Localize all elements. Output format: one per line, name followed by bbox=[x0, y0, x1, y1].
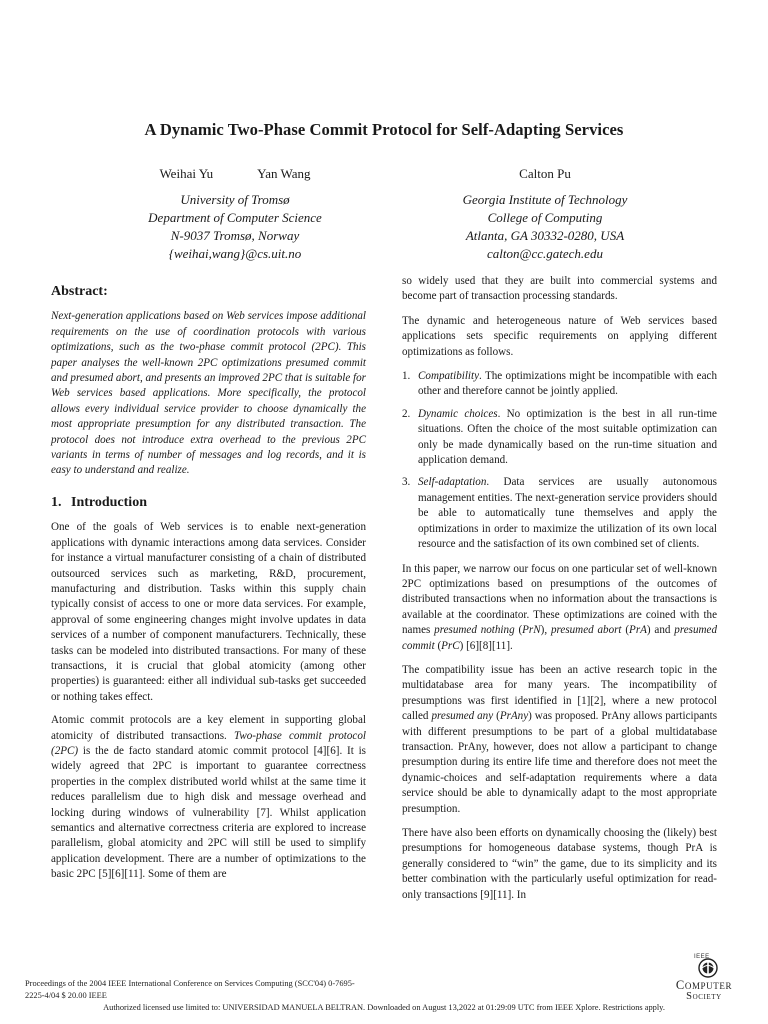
affiliation-line: College of Computing bbox=[487, 210, 603, 225]
affiliation-line: Georgia Institute of Technology bbox=[462, 192, 628, 207]
left-column bbox=[51, 280, 366, 891]
text-run: is the de facto standard atomic commit protocol [4][6]. It is widely agreed that 2PC is important to guarantee correctness properties in the complex distributed world whilst at the same time it reduces parallelism due to high disk and message overhead and locking during windows of vulnerability [7]. Whilst application semantics and alternative correctness criteria are explored to increase parallelism, global atomicity and 2PC will still be used to simplify application development. There are a number of optimizations to the basic 2PC [5][6][11]. Some of them are bbox=[51, 744, 366, 881]
text-run: PrN bbox=[522, 624, 541, 637]
text-run: presumed abort bbox=[550, 624, 622, 637]
section-title: Introduction bbox=[71, 494, 147, 510]
text-run: ) and bbox=[646, 624, 675, 637]
text-run: ), bbox=[540, 624, 551, 637]
logo-ieee-text: IEEE bbox=[694, 954, 710, 960]
text-run: PrC bbox=[441, 639, 460, 652]
list-number: 2. bbox=[402, 407, 411, 420]
list-text: . Data services are usually autonomous management entities. The next-generation service providers should be able to automatically tune themselves and apply the optimizations in order to maximize the utilization of its own local resource and the satisfaction of its own combined set of clients. bbox=[418, 476, 717, 551]
text-run: ( bbox=[514, 624, 523, 637]
license-notice: Authorized licensed use limited to: UNIVERSIDAD MANUELA BELTRAN. Downloaded on August 13,2022 at 01:29:09 UTC from IEEE Xplore. Restrictions apply. bbox=[103, 1003, 665, 1012]
text-run: ) [6][8][11]. bbox=[459, 639, 513, 652]
body-paragraph: There have also been efforts on dynamically choosing the (likely) best presumptions for homogeneous database systems, though PrA is generally considered to “win” the game, due to its simplicity and its better combination with the particularly useful optimization for read-only transactions [9][11]. In bbox=[402, 827, 717, 901]
author-name: Calton Pu bbox=[519, 166, 571, 181]
list-number: 1. bbox=[402, 370, 411, 383]
computer-society-logo bbox=[664, 954, 744, 1004]
paper-title: A Dynamic Two-Phase Commit Protocol for Self-Adapting Services bbox=[144, 120, 624, 139]
text-run: ) was proposed. PrAny allows participants with different presumptions to be part of a global multidatabase transaction. PrAny, however, does not allow a participant to change presumption during its entire life time and therefore does not meet the dynamic-choices and self-adaptation requirements where a data service should be able to dynamically adapt to the most appropriate presumption. bbox=[402, 710, 718, 815]
abstract-text: Next-generation applications based on Web services impose additional requirements on the use of coordination protocols with various optimizations, such as the two-phase commit protocol (2PC). This paper analyses the well-known 2PC optimizations presumed commit and presumed abort, and presents an improved 2PC that is suitable for Web services based applications. More specifically, the protocol allows every individual service provider to choose dynamically the most appropriate presumption for any distributed transaction. The protocol does not introduce extra overhead to the previous 2PC variants in terms of number of messages and log records, and it is easy to understand and realize. bbox=[51, 310, 366, 477]
text-run: ( bbox=[434, 639, 442, 652]
ieee-emblem-icon bbox=[698, 958, 718, 978]
text-run: Atomic commit protocols are a key element in supporting global atomicity of distributed transactions. bbox=[51, 714, 366, 742]
text-run: presumed commit bbox=[402, 624, 718, 652]
logo-text: Society bbox=[686, 991, 722, 1002]
list-text: . The optimizations might be incompatible with each other and therefore cannot be jointly applied. bbox=[418, 370, 717, 398]
authors-right bbox=[400, 165, 690, 263]
logo-text: Computer bbox=[675, 978, 733, 992]
body-paragraph: so widely used that they are built into commercial systems and become part of transaction processing standards. bbox=[402, 275, 717, 303]
body-paragraph bbox=[402, 663, 717, 817]
affiliation-line: Department of Computer Science bbox=[148, 210, 322, 225]
list-text: . No optimization is the best in all run-time situations. Often the choice of the most suitable optimization can only be made dynamically based on the run-time situation and application demand. bbox=[418, 407, 717, 467]
body-paragraph bbox=[402, 562, 717, 654]
body-paragraph: The dynamic and heterogeneous nature of Web services based applications sets specific requirements on applying different optimizations as follows. bbox=[402, 314, 717, 358]
list-item bbox=[402, 369, 717, 400]
affiliation-line: University of Tromsø bbox=[180, 192, 290, 207]
text-run: presumed nothing bbox=[434, 624, 515, 637]
section-number: 1. bbox=[51, 494, 62, 510]
proceedings-footer bbox=[25, 978, 465, 1002]
text-run: In this paper, we narrow our focus on one particular set of well-known 2PC optimizations based on presumptions of the outcomes of distributed transactions when no information about the transactions is available at the coordinator. These optimizations are coined with the names bbox=[402, 562, 717, 637]
authors-left bbox=[90, 165, 380, 263]
list-item bbox=[402, 475, 717, 552]
list-term: Dynamic choices bbox=[418, 407, 498, 420]
list-number: 3. bbox=[402, 476, 411, 489]
affiliation-line: N-9037 Tromsø, Norway bbox=[170, 228, 300, 243]
section-heading bbox=[51, 495, 366, 510]
text-run: ( bbox=[621, 624, 630, 637]
body-paragraph: One of the goals of Web services is to enable next-generation applications with dynamic interactions among data services. Consider for instance a virtual manufacturer consisting of a chain of distributed outsourced services such as marketing, R&D, procurement, manufacturing and distribution. Tasks within this supply chain typically consist of access to one or more data services. For example, approval of some engineering changes might involve updates in data services of a number of component manufacturers. Technically, these tasks can be modeled into distributed transactions. For many of these transactions, it is crucial that global atomicity (among other properties) is guaranteed: either all individual sub-tasks get succeeded or nothing takes effect. bbox=[51, 521, 366, 703]
author-email: {weihai,wang}@cs.uit.no bbox=[168, 246, 302, 261]
abstract-heading: Abstract: bbox=[51, 284, 108, 299]
requirements-list bbox=[402, 369, 717, 552]
text-run: PrAny bbox=[499, 710, 529, 723]
footer-line: Proceedings of the 2004 IEEE International Conference on Services Computing (SCC'04) 0-7695- bbox=[25, 979, 355, 988]
text-run: ( bbox=[493, 710, 500, 723]
text-run: The compatibility issue has been an active research topic in the multidatabase area for many years. The incompatibility of presumptions was first identified in [1][2], where a new protocol called bbox=[402, 663, 717, 723]
footer-line: 2225-4/04 $ 20.00 IEEE bbox=[25, 991, 107, 1000]
list-item bbox=[402, 407, 717, 469]
text-run: PrA bbox=[629, 624, 647, 637]
author-email: calton@cc.gatech.edu bbox=[487, 246, 603, 261]
affiliation-line: Atlanta, GA 30332-0280, USA bbox=[465, 228, 625, 243]
author-name: Weihai Yu bbox=[159, 166, 214, 181]
author-name: Yan Wang bbox=[257, 166, 311, 181]
right-column bbox=[402, 274, 717, 912]
author-names bbox=[90, 165, 380, 183]
text-run: Two-phase commit protocol (2PC) bbox=[51, 729, 366, 757]
text-run: presumed any bbox=[431, 710, 494, 723]
body-paragraph bbox=[51, 713, 366, 882]
list-term: Self-adaptation bbox=[418, 476, 487, 489]
list-term: Compatibility bbox=[418, 370, 480, 383]
